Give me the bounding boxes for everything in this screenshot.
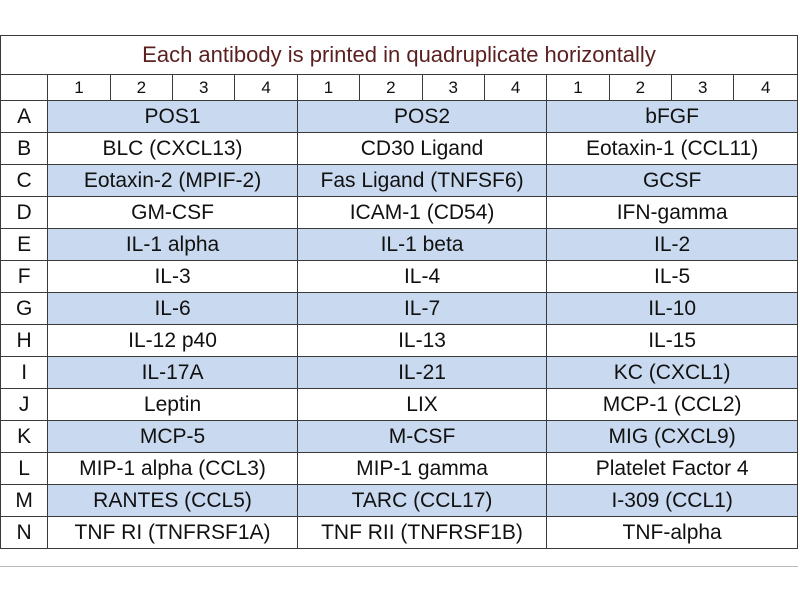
column-number-cell: 4 (484, 75, 546, 101)
table-row (1, 357, 798, 389)
antibody-cell: BLC (CXCL13) (48, 133, 298, 165)
antibody-cell: TARC (CCL17) (297, 485, 547, 517)
antibody-cell: ICAM-1 (CD54) (297, 197, 547, 229)
row-label-cell: A (1, 101, 48, 133)
antibody-cell: TNF RII (TNFRSF1B) (297, 517, 547, 549)
antibody-cell: IL-5 (547, 261, 798, 293)
table-row (1, 293, 798, 325)
row-label-cell: C (1, 165, 48, 197)
column-number-cell: 1 (547, 75, 609, 101)
antibody-cell: IL-1 alpha (48, 229, 298, 261)
antibody-cell: IL-21 (297, 357, 547, 389)
antibody-cell: GM-CSF (48, 197, 298, 229)
row-label-cell: L (1, 453, 48, 485)
table-row (1, 517, 798, 549)
antibody-cell: IL-6 (48, 293, 298, 325)
row-label-cell: G (1, 293, 48, 325)
antibody-cell: Fas Ligand (TNFSF6) (297, 165, 547, 197)
antibody-cell: IL-10 (547, 293, 798, 325)
table-row (1, 421, 798, 453)
antibody-cell: CD30 Ligand (297, 133, 547, 165)
column-number-cell: 3 (173, 75, 235, 101)
column-number-row (1, 75, 798, 101)
table-title: Each antibody is printed in quadruplicate horizontally (1, 36, 798, 75)
antibody-cell: POS1 (48, 101, 298, 133)
column-number-cell: 2 (360, 75, 422, 101)
antibody-cell: IL-3 (48, 261, 298, 293)
row-label-cell: B (1, 133, 48, 165)
row-label-cell: I (1, 357, 48, 389)
table-row (1, 165, 798, 197)
antibody-cell: IL-2 (547, 229, 798, 261)
table-row (1, 389, 798, 421)
antibody-cell: TNF-alpha (547, 517, 798, 549)
antibody-cell: M-CSF (297, 421, 547, 453)
antibody-cell: Eotaxin-1 (CCL11) (547, 133, 798, 165)
row-label-cell: D (1, 197, 48, 229)
antibody-cell: Platelet Factor 4 (547, 453, 798, 485)
antibody-array-map-table (0, 35, 798, 549)
column-number-cell: 3 (422, 75, 484, 101)
antibody-cell: Leptin (48, 389, 298, 421)
table-row (1, 101, 798, 133)
antibody-cell: RANTES (CCL5) (48, 485, 298, 517)
corner-cell (1, 75, 48, 101)
column-number-cell: 3 (672, 75, 734, 101)
row-label-cell: K (1, 421, 48, 453)
title-row (1, 36, 798, 75)
column-number-cell: 2 (110, 75, 172, 101)
column-number-cell: 4 (235, 75, 297, 101)
table-row (1, 133, 798, 165)
row-label-cell: M (1, 485, 48, 517)
bottom-divider (0, 566, 798, 567)
antibody-cell: IL-12 p40 (48, 325, 298, 357)
table-row (1, 485, 798, 517)
row-label-cell: J (1, 389, 48, 421)
row-label-cell: N (1, 517, 48, 549)
column-number-cell: 1 (48, 75, 110, 101)
antibody-cell: MIP-1 alpha (CCL3) (48, 453, 298, 485)
antibody-cell: LIX (297, 389, 547, 421)
column-number-cell: 4 (734, 75, 798, 101)
antibody-cell: IL-13 (297, 325, 547, 357)
table-row (1, 197, 798, 229)
table-row (1, 261, 798, 293)
antibody-cell: IL-4 (297, 261, 547, 293)
table-row (1, 453, 798, 485)
antibody-cell: IL-7 (297, 293, 547, 325)
antibody-cell: IFN-gamma (547, 197, 798, 229)
antibody-cell: IL-1 beta (297, 229, 547, 261)
antibody-cell: MIP-1 gamma (297, 453, 547, 485)
antibody-cell: I-309 (CCL1) (547, 485, 798, 517)
row-label-cell: F (1, 261, 48, 293)
table-row (1, 229, 798, 261)
antibody-cell: IL-15 (547, 325, 798, 357)
row-label-cell: H (1, 325, 48, 357)
column-number-cell: 2 (609, 75, 671, 101)
antibody-cell: IL-17A (48, 357, 298, 389)
table-row (1, 325, 798, 357)
row-label-cell: E (1, 229, 48, 261)
antibody-cell: KC (CXCL1) (547, 357, 798, 389)
antibody-cell: GCSF (547, 165, 798, 197)
antibody-cell: POS2 (297, 101, 547, 133)
antibody-cell: TNF RI (TNFRSF1A) (48, 517, 298, 549)
antibody-cell: Eotaxin-2 (MPIF-2) (48, 165, 298, 197)
antibody-cell: bFGF (547, 101, 798, 133)
antibody-cell: MIG (CXCL9) (547, 421, 798, 453)
antibody-cell: MCP-5 (48, 421, 298, 453)
antibody-cell: MCP-1 (CCL2) (547, 389, 798, 421)
column-number-cell: 1 (297, 75, 359, 101)
